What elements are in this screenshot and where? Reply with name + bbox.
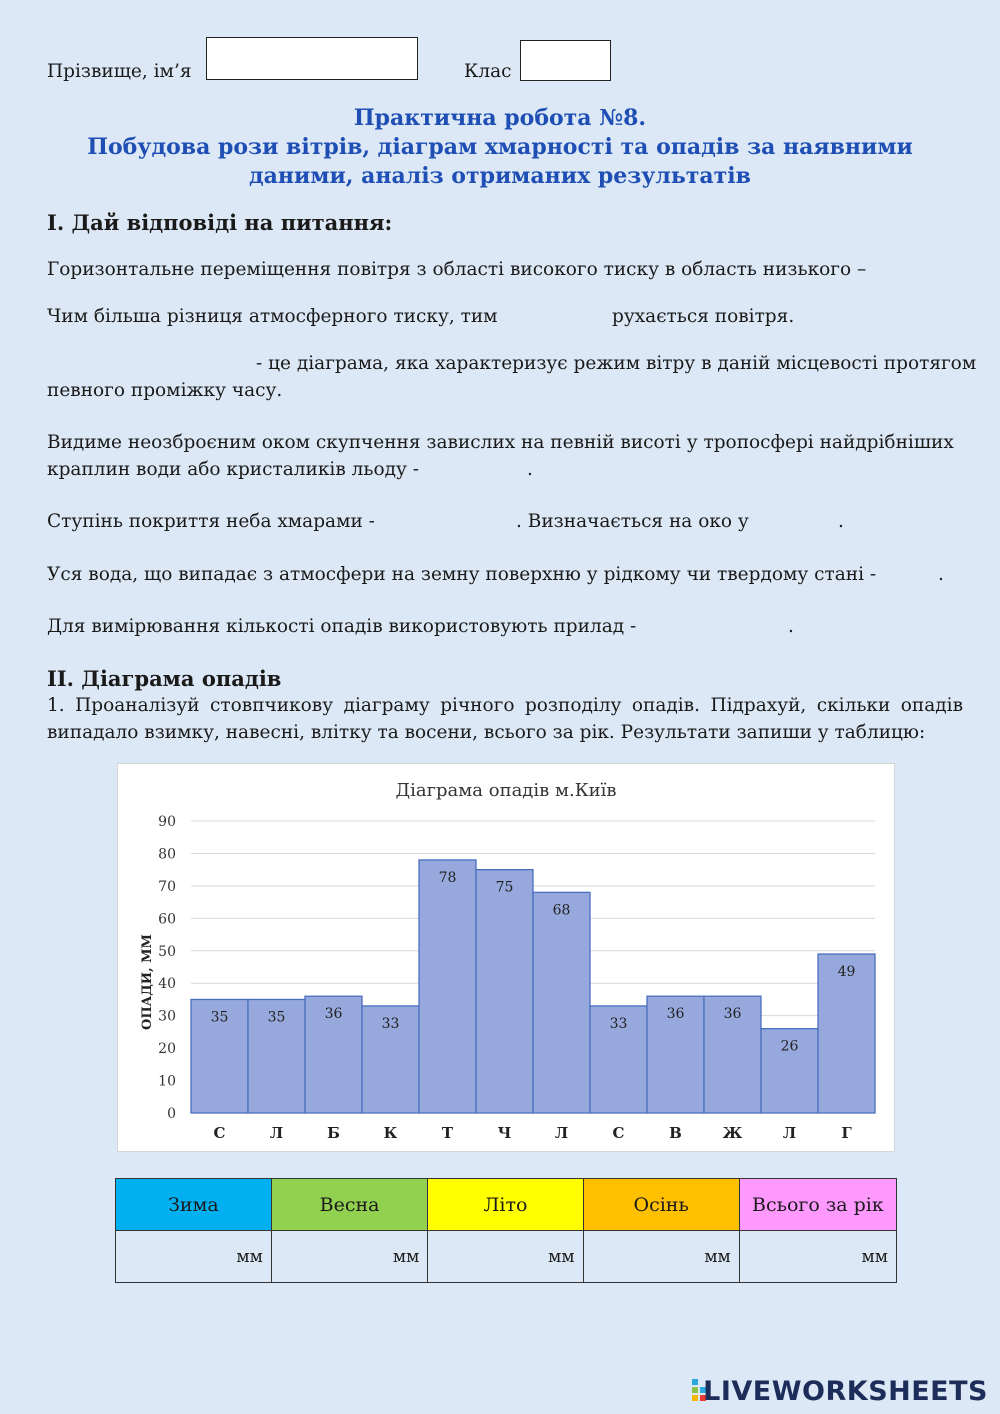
section-2-heading: II. Діаграма опадів — [47, 666, 282, 691]
season-header-cell: Літо — [428, 1179, 583, 1231]
chart-bar — [533, 892, 590, 1113]
chart-x-tick-label: Л — [269, 1124, 284, 1142]
chart-data-label: 36 — [723, 1006, 742, 1023]
season-header-cell: Всього за рік — [739, 1179, 896, 1231]
chart-bar — [419, 860, 476, 1113]
chart-data-label: 78 — [438, 869, 457, 886]
chart-x-tick-label: Л — [782, 1124, 797, 1142]
season-value-cell[interactable] — [739, 1231, 896, 1283]
answer-2-input[interactable] — [486, 304, 612, 330]
unit-label: мм — [548, 1246, 575, 1267]
chart-x-tick-label: К — [383, 1124, 398, 1142]
chart-data-label: 26 — [780, 1038, 799, 1055]
chart-y-tick-label: 80 — [158, 846, 176, 863]
question-1: Горизонтальне переміщення повітря з області високого тиску в область низького – — [47, 259, 867, 280]
chart-x-tick-label: Ж — [722, 1124, 743, 1142]
chart-y-tick-label: 60 — [158, 911, 176, 928]
answer-7-input[interactable] — [622, 614, 788, 640]
question-7-period: . — [788, 616, 794, 637]
title-line-3: даними, аналіз отриманих результатів — [249, 163, 751, 189]
chart-x-tick-label: С — [213, 1124, 226, 1142]
chart-svg — [118, 764, 894, 1151]
name-label: Прізвище, ім’я — [47, 61, 192, 82]
answer-5b-input[interactable] — [740, 509, 839, 535]
class-label: Клас — [464, 61, 512, 82]
unit-label: мм — [392, 1246, 420, 1267]
task-line-1: 1. Проаналізуй стовпчикову діаграму річного розподілу опадів. Підрахуй, скільки опадів — [47, 695, 963, 716]
chart-y-tick-label: 20 — [158, 1041, 176, 1058]
question-2-part-1: Чим більша різниця атмосферного тиску, тим — [47, 306, 498, 327]
seasons-table — [115, 1178, 897, 1283]
chart-y-axis-label: ОПАДИ, ММ — [140, 934, 155, 1030]
question-4-line-2: краплин води або кристаликів льоду - — [47, 459, 419, 480]
chart-data-label: 33 — [381, 1015, 400, 1032]
chart-y-tick-label: 30 — [158, 1008, 176, 1025]
chart-data-label: 33 — [609, 1015, 628, 1032]
question-4-period: . — [527, 459, 533, 480]
season-header-cell: Весна — [271, 1179, 428, 1231]
question-4-line-1: Видиме неозброєним оком скупчення завислих на певній висоті у тропосфері найдрібніших — [47, 432, 954, 453]
class-input[interactable] — [520, 40, 611, 81]
chart-data-label: 35 — [267, 1009, 286, 1026]
chart-y-tick-label: 50 — [158, 943, 176, 960]
name-input[interactable] — [206, 37, 418, 80]
chart-x-tick-label: Т — [441, 1124, 454, 1142]
season-header-cell: Осінь — [583, 1179, 739, 1231]
chart-data-label: 68 — [552, 902, 571, 919]
season-value-cell[interactable] — [116, 1231, 272, 1283]
chart-x-tick-label: Г — [841, 1124, 852, 1142]
question-6: Уся вода, що випадає з атмосфери на земну поверхню у рідкому чи твердому стані - — [47, 564, 877, 585]
answer-1-input[interactable] — [836, 257, 960, 283]
section-1-heading: I. Дай відповіді на питання: — [47, 210, 393, 235]
unit-label: мм — [704, 1246, 731, 1267]
question-5-period: . — [838, 511, 844, 532]
answer-5a-input[interactable] — [365, 509, 517, 535]
season-value-cell[interactable] — [428, 1231, 583, 1283]
season-header-cell: Зима — [116, 1179, 272, 1231]
seasons-header-row — [116, 1179, 897, 1231]
chart-y-tick-label: 0 — [167, 1106, 176, 1122]
season-value-cell[interactable] — [583, 1231, 739, 1283]
chart-x-tick-label: Л — [554, 1124, 569, 1142]
chart-bar — [476, 870, 533, 1113]
season-value-cell[interactable] — [271, 1231, 428, 1283]
chart-data-label: 35 — [210, 1009, 229, 1026]
seasons-values-row — [116, 1231, 897, 1283]
chart-data-label: 36 — [666, 1006, 685, 1023]
chart-y-tick-label: 40 — [158, 976, 176, 993]
question-7: Для вимірювання кількості опадів використовують прилад - — [47, 616, 637, 637]
answer-4-input[interactable] — [410, 457, 529, 483]
chart-x-tick-label: В — [669, 1124, 682, 1142]
chart-y-tick-label: 70 — [158, 878, 176, 895]
title-line-2: Побудова рози вітрів, діаграм хмарності та опадів за наявними — [87, 134, 913, 160]
unit-label: мм — [861, 1246, 888, 1267]
brand-logo: LIVEWORKSHEETS — [703, 1376, 988, 1407]
chart-data-label: 75 — [495, 879, 514, 896]
question-6-period: . — [938, 564, 944, 585]
chart-title: Діаграма опадів м.Київ — [395, 780, 617, 801]
answer-3-input[interactable] — [47, 351, 256, 377]
chart-y-tick-label: 10 — [158, 1073, 176, 1090]
chart-x-tick-label: Ч — [497, 1124, 512, 1142]
chart-x-tick-label: Б — [327, 1124, 340, 1142]
chart-data-label: 49 — [837, 964, 856, 981]
question-5-part-2: . Визначається на око у — [516, 511, 749, 532]
question-2-part-2: рухається повітря. — [612, 306, 795, 327]
question-3-line-2: певного проміжку часу. — [47, 380, 283, 401]
chart-x-tick-label: С — [612, 1124, 625, 1142]
unit-label: мм — [236, 1246, 263, 1267]
question-5-part-1: Ступінь покриття неба хмарами - — [47, 511, 375, 532]
task-line-2: випадало взимку, навесні, влітку та восени, всього за рік. Результати запиши у таблицю: — [47, 722, 926, 743]
precipitation-chart — [117, 763, 895, 1152]
chart-data-label: 36 — [324, 1006, 343, 1023]
chart-y-tick-label: 90 — [158, 814, 176, 830]
question-3-line-1: - це діаграма, яка характеризує режим вітру в даній місцевості протягом — [256, 353, 977, 374]
answer-6-input[interactable] — [840, 562, 939, 588]
title-line-1: Практична робота №8. — [353, 105, 647, 131]
